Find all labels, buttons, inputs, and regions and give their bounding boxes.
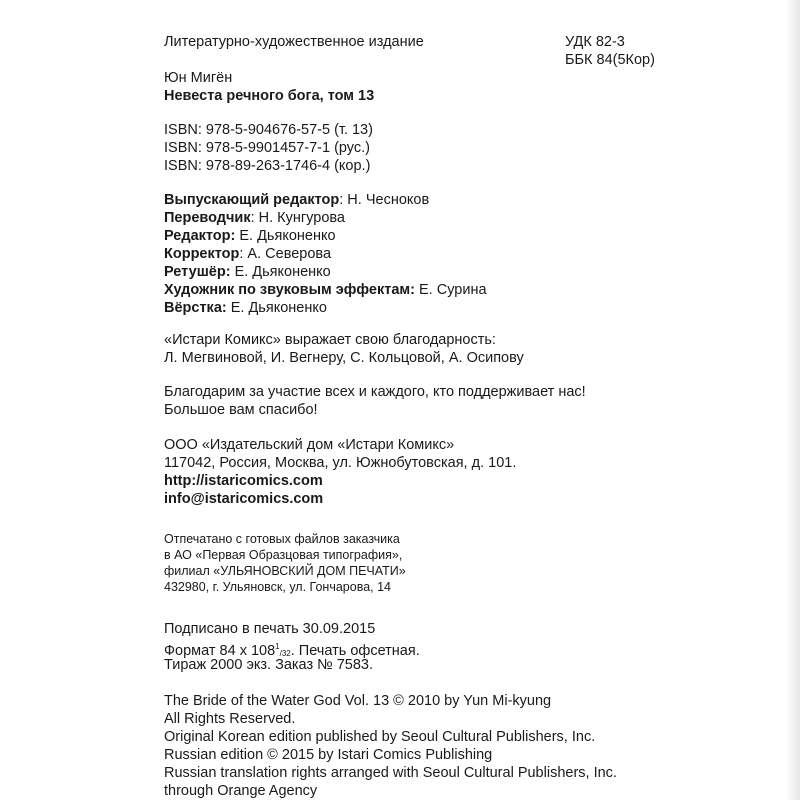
copyright-line: through Orange Agency bbox=[164, 783, 318, 799]
credit-name: Е. Дьяконенко bbox=[235, 228, 336, 244]
printing-line: Отпечатано с готовых файлов заказчика bbox=[164, 532, 400, 546]
publication-type: Литературно-художественное издание bbox=[164, 34, 424, 50]
isbn-line: ISBN: 978-89-263-1746-4 (кор.) bbox=[164, 158, 371, 174]
copyright-line: Russian translation rights arranged with Seoul Cultural Publishers, Inc. bbox=[164, 765, 617, 781]
format-fraction-denominator: /32 bbox=[279, 649, 291, 658]
credit-line bbox=[164, 299, 327, 317]
printing-line: в АО «Первая Образцовая типография», bbox=[164, 548, 403, 562]
credit-name: Е. Сурина bbox=[414, 282, 487, 298]
print-run: Тираж 2000 экз. Заказ № 7583. bbox=[164, 657, 374, 673]
credit-line bbox=[164, 191, 429, 209]
copyright-line: All Rights Reserved. bbox=[164, 711, 296, 727]
appreciation-line: Благодарим за участие всех и каждого, кто поддерживает нас! bbox=[164, 384, 586, 400]
credit-line bbox=[164, 245, 331, 263]
credit-name: Е. Дьяконенко bbox=[226, 300, 327, 316]
bbk-code: ББК 84(5Кор) bbox=[565, 52, 655, 68]
copyright-line: Original Korean edition published by Seoul Cultural Publishers, Inc. bbox=[164, 729, 596, 745]
credit-line bbox=[164, 281, 487, 299]
credit-role: Выпускающий редактор bbox=[164, 192, 340, 208]
signed-date: Подписано в печать 30.09.2015 bbox=[164, 621, 376, 637]
format-suffix: . Печать офсетная. bbox=[290, 643, 420, 659]
page-edge-shadow bbox=[786, 0, 800, 800]
copyright-line: The Bride of the Water God Vol. 13 © 2010 by Yun Mi-kyung bbox=[164, 693, 552, 709]
appreciation-line: Большое вам спасибо! bbox=[164, 402, 318, 418]
book-title: Невеста речного бога, том 13 bbox=[164, 88, 375, 104]
thanks-line: «Истари Комикс» выражает свою благодарность: bbox=[164, 332, 496, 348]
credit-role: Вёрстка: bbox=[164, 300, 227, 316]
isbn-line: ISBN: 978-5-9901457-7-1 (рус.) bbox=[164, 140, 371, 156]
thanks-line: Л. Мегвиновой, И. Вегнеру, С. Кольцовой, А. Осипову bbox=[164, 350, 524, 366]
credit-role: Переводчик bbox=[164, 210, 251, 226]
credit-name: Е. Дьяконенко bbox=[230, 264, 331, 280]
publisher-website-link[interactable]: http://istaricomics.com bbox=[164, 473, 323, 489]
isbn-line: ISBN: 978-5-904676-57-5 (т. 13) bbox=[164, 122, 373, 138]
credit-role: Ретушёр: bbox=[164, 264, 231, 280]
format-prefix: Формат 84 х 108 bbox=[164, 643, 276, 659]
copyright-line: Russian edition © 2015 by Istari Comics Publishing bbox=[164, 747, 493, 763]
author-name: Юн Мигён bbox=[164, 70, 233, 86]
udk-code: УДК 82-3 bbox=[565, 34, 625, 50]
credit-name: : Н. Чесноков bbox=[339, 192, 430, 208]
credit-line bbox=[164, 209, 345, 227]
credit-role: Редактор: bbox=[164, 228, 236, 244]
credit-line bbox=[164, 227, 336, 245]
publisher-address: 117042, Россия, Москва, ул. Южнобутовская, д. 101. bbox=[164, 455, 517, 471]
publisher-email-link[interactable]: info@istaricomics.com bbox=[164, 491, 324, 507]
credit-role: Корректор bbox=[164, 246, 240, 262]
credit-line bbox=[164, 263, 331, 281]
credit-name: : А. Северова bbox=[239, 246, 332, 262]
credit-role: Художник по звуковым эффектам: bbox=[164, 282, 415, 298]
format-fraction-numerator: 1 bbox=[275, 642, 280, 651]
credit-name: : Н. Кунгурова bbox=[250, 210, 345, 226]
printing-line: филиал «УЛЬЯНОВСКИЙ ДОМ ПЕЧАТИ» bbox=[164, 564, 406, 578]
printing-line: 432980, г. Ульяновск, ул. Гончарова, 14 bbox=[164, 580, 392, 594]
publisher-name: ООО «Издательский дом «Истари Комикс» bbox=[164, 437, 455, 453]
